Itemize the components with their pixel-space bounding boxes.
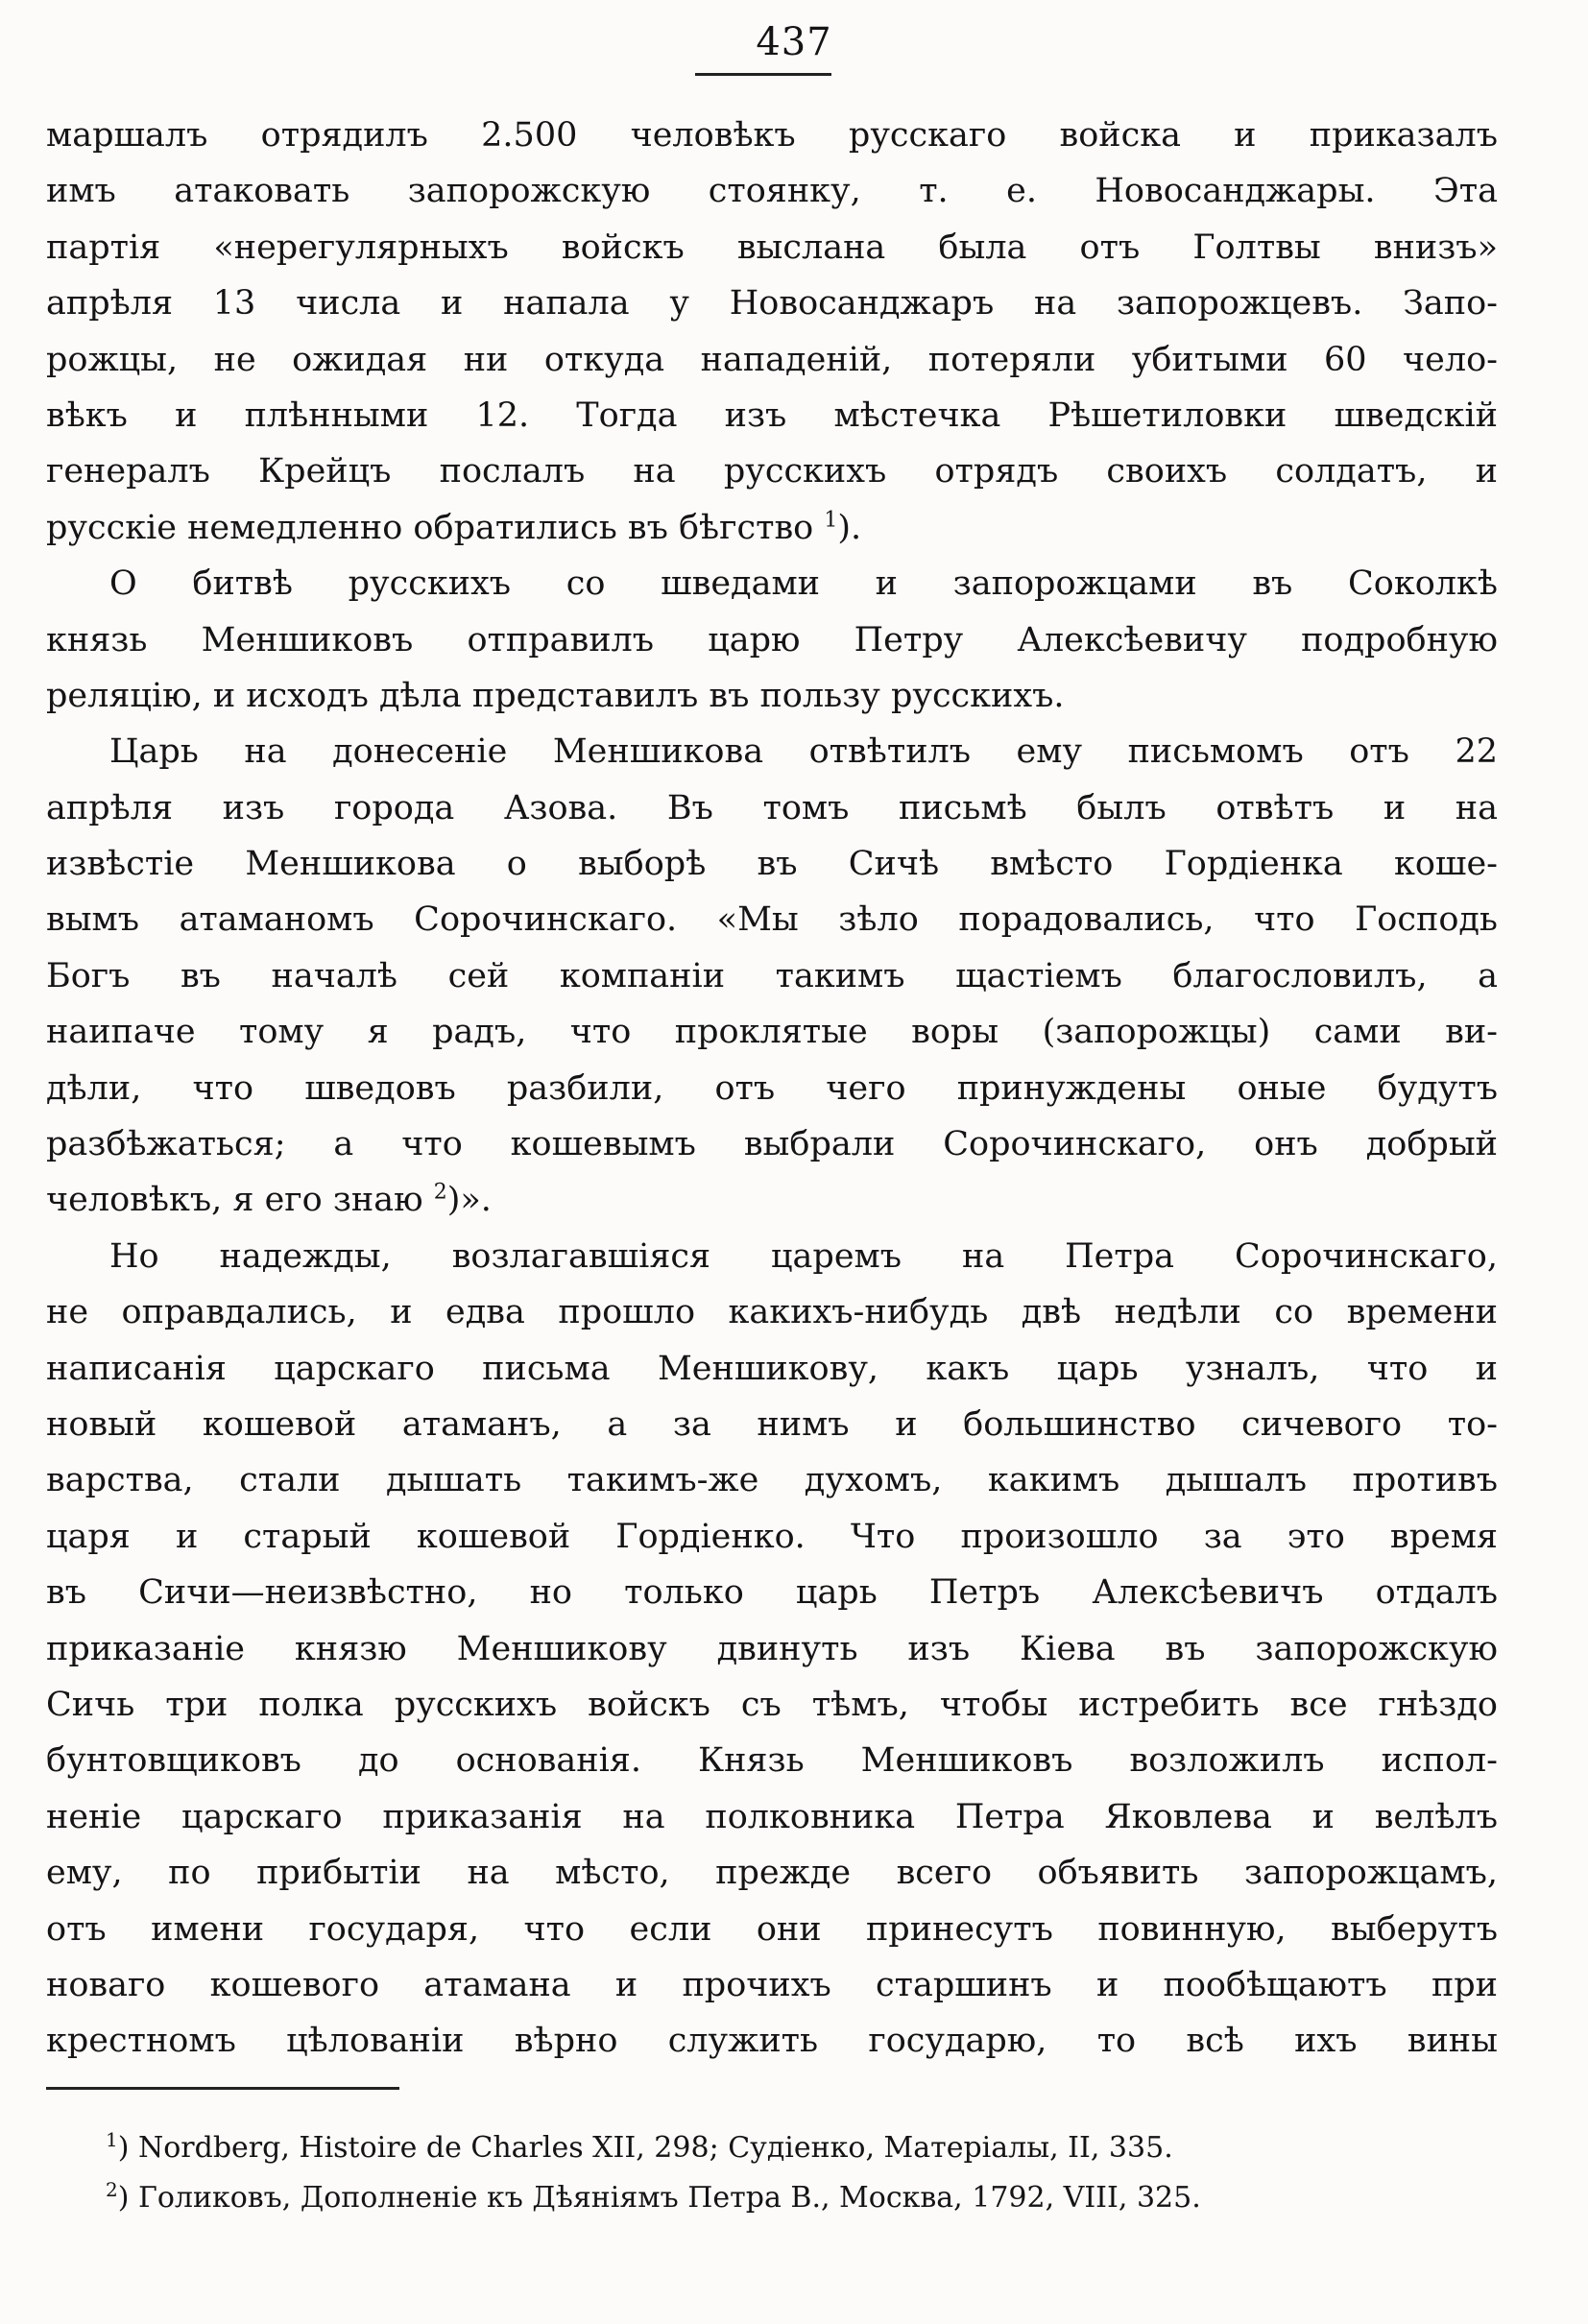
paragraph-first-line: Но надежды, возлагавшіяся царемъ на Петра Сорочинскаго, — [109, 1236, 1498, 1276]
text-line: неніе царскаго приказанія на полковника Петра Яковлева и велѣлъ — [46, 1797, 1498, 1836]
text-line: новаго кошевого атамана и прочихъ старшинъ и пообѣщаютъ при — [46, 1965, 1498, 2004]
text-line: ему, по прибытіи на мѣсто, прежде всего объявить запорожцамъ, — [46, 1854, 1498, 1893]
text-line: князь Меншиковъ отправилъ царю Петру Алексѣевичу подробную — [46, 620, 1498, 659]
text-line: Сичь три полка русскихъ войскъ съ тѣмъ, чтобы истребить все гнѣздо — [46, 1685, 1498, 1724]
text-line: апрѣля 13 числа и напала у Новосанджаръ на запорожцевъ. Запо- — [46, 284, 1498, 323]
text-line: новый кошевой атаманъ, а за нимъ и большинство сичевого то- — [46, 1404, 1498, 1444]
text-line: вымъ атаманомъ Сорочинскаго. «Мы зѣло порадовались, что Господь — [46, 900, 1498, 940]
text-line: наипаче тому я радъ, что проклятые воры (запорожцы) сами ви- — [46, 1013, 1498, 1052]
footnote-mark: 2 — [106, 2178, 118, 2201]
text-line: написанія царскаго письма Меншикову, какъ царь узналъ, что и — [46, 1349, 1498, 1388]
text-line: приказаніе князю Меншикову двинуть изъ Кіева въ запорожскую — [46, 1629, 1498, 1668]
footnote-divider — [46, 2087, 399, 2090]
paragraph-first-line: О битвѣ русскихъ со шведами и запорожцами въ Соколкѣ — [109, 564, 1498, 604]
text-line: крестномъ цѣлованіи вѣрно служить государю, то всѣ ихъ вины — [46, 2022, 1498, 2061]
text-line: разбѣжаться; а что кошевымъ выбрали Сорочинскаго, онъ добрый — [46, 1125, 1498, 1164]
footnote-reference: 2 — [433, 1180, 447, 1205]
footnote-mark: 1 — [106, 2128, 118, 2151]
text-line: рожцы, не ожидая ни откуда нападеній, потеряли убитыми 60 чело- — [46, 340, 1498, 379]
page-number-rule — [695, 73, 831, 76]
footnote-text: ) Nordberg, Histoire de Charles XII, 298; Судіенко, Матеріалы, II, 335. — [117, 2131, 1173, 2165]
footnote-1 — [106, 2123, 1507, 2173]
text-line: человѣкъ, я его знаю — [46, 1181, 423, 1220]
footnote-reference: 1 — [824, 508, 838, 533]
text-line: генералъ Крейцъ послалъ на русскихъ отрядъ своихъ солдатъ, и — [46, 452, 1498, 491]
footnote-reference-close: ). — [837, 508, 862, 547]
text-line: имъ атаковать запорожскую стоянку, т. е. Новосанджары. Эта — [46, 172, 1498, 211]
paragraph-first-line: Царь на донесеніе Меншикова отвѣтилъ ему письмомъ отъ 22 — [109, 732, 1498, 772]
page-number: 437 — [756, 20, 832, 64]
text-line: отъ имени государя, что если они принесутъ повинную, выберутъ — [46, 1909, 1498, 1949]
text-line-with-footnote — [46, 1172, 1498, 1228]
footnotes — [106, 2123, 1507, 2223]
text-line: партія «нерегулярныхъ войскъ выслана была отъ Голтвы внизъ» — [46, 228, 1498, 267]
text-line: варства, стали дышать такимъ-же духомъ, какимъ дышалъ противъ — [46, 1461, 1498, 1500]
body-text — [46, 108, 1498, 2070]
text-line: въ Сичи—неизвѣстно, но только царь Петръ Алексѣевичъ отдалъ — [46, 1573, 1498, 1613]
text-line: реляцію, и исходъ дѣла представилъ въ пользу русскихъ. — [46, 676, 1065, 715]
text-line: вѣкъ и плѣнными 12. Тогда изъ мѣстечка Рѣшетиловки шведскій — [46, 395, 1498, 435]
text-line-with-footnote — [46, 500, 1498, 556]
footnote-text: ) Голиковъ, Дополненіе къ Дѣяніямъ Петра В., Москва, 1792, VIII, 325. — [117, 2181, 1201, 2215]
text-line: Богъ въ началѣ сей компаніи такимъ щастіемъ благословилъ, а — [46, 956, 1498, 995]
footnote-2 — [106, 2173, 1507, 2223]
text-line: царя и старый кошевой Гордіенко. Что произошло за это время — [46, 1517, 1498, 1556]
footnote-reference-close: )». — [446, 1181, 492, 1220]
text-line: маршалъ отрядилъ 2.500 человѣкъ русскаго войска и приказалъ — [46, 116, 1498, 155]
text-line: дѣли, что шведовъ разбили, отъ чего принуждены оные будутъ — [46, 1068, 1498, 1108]
text-line: русскіе немедленно обратились въ бѣгство — [46, 508, 814, 547]
text-line: бунтовщиковъ до основанія. Князь Меншиковъ возложилъ испол- — [46, 1741, 1498, 1781]
text-line: извѣстіе Меншикова о выборѣ въ Сичѣ вмѣсто Гордіенка коше- — [46, 845, 1498, 884]
text-line: не оправдались, и едва прошло какихъ-нибудь двѣ недѣли со времени — [46, 1293, 1498, 1332]
text-line: апрѣля изъ города Азова. Въ томъ письмѣ былъ отвѣтъ и на — [46, 788, 1498, 827]
